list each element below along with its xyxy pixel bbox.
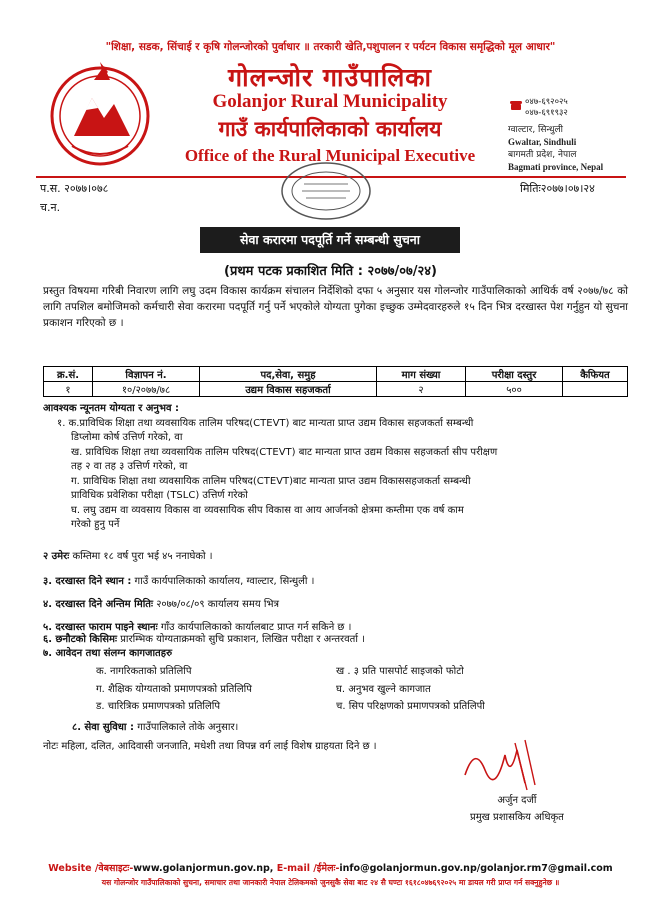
footer-info-line: यस गोलन्जोर गाउँपालिकाको सुचना, समाचार तथा जानकारी नेपाल टेलिकमको जुनसुकै सेवा बाट २४ सै घण्टा १६१८०४७६९२०२५ मा डायल गरी प्राप्त गर्न सक्नुहुनेछ ॥ bbox=[101, 878, 560, 887]
qualification-item: ख. प्राविधिक शिक्षा तथा व्यवसायिक तालिम परिषद(CTEVT) बाट मान्यता प्राप्त उद्यम विकास सहजकर्ता सीप परीक्षण bbox=[71, 446, 498, 458]
signatory-name: अर्जुन दर्जी bbox=[497, 795, 537, 806]
table-header: पद,सेवा, समुह bbox=[200, 367, 377, 382]
table-cell: १०/२०७७/७८ bbox=[93, 382, 200, 397]
document-item: ख . ३ प्रति पासपोर्ट साइजको फोटो bbox=[336, 666, 464, 677]
vacancy-table bbox=[43, 366, 628, 397]
section-text: गाउँ कार्यपालिकाको कार्यालय, ग्वाल्टार, सिन्धुली । bbox=[134, 576, 315, 587]
table-header: परीक्षा दस्तुर bbox=[466, 367, 563, 382]
notice-title: सेवा करारमा पदपूर्ति गर्ने सम्बन्धी सुचना bbox=[200, 227, 460, 253]
signature-icon bbox=[455, 735, 545, 795]
qualifications bbox=[43, 402, 633, 533]
letter-date: मितिः२०७७।०७।२४ bbox=[520, 182, 595, 195]
slogan: "शिक्षा, सडक, सिंचाई र कृषि गोलन्जोरको पुर्वाधार ॥ तरकारी खेति,पशुपालन र पर्यटन विकास समृद्धिको मूल आधार" bbox=[105, 41, 556, 53]
section-selection bbox=[43, 631, 633, 645]
address-block bbox=[508, 124, 603, 174]
website-link[interactable]: www.golanjormun.gov.np, bbox=[133, 863, 274, 874]
province-en: Bagmati province, Nepal bbox=[508, 162, 604, 172]
section-place bbox=[43, 573, 633, 587]
phone-numbers bbox=[525, 97, 568, 119]
municipality-title-en: Golanjor Rural Municipality bbox=[212, 91, 448, 112]
section-text: गाउँपालिकाले तोके अनुसार। bbox=[137, 722, 239, 733]
publication-date: (प्रथम पटक प्रकाशित मिति : २०७७/०७/२४) bbox=[224, 264, 437, 279]
phone-number-2: ०४७-६९१९३२ bbox=[525, 108, 568, 118]
table-header: क्र.सं. bbox=[44, 367, 93, 382]
qualification-item: गरेको हुनु पर्ने bbox=[71, 519, 120, 530]
municipality-title-np: गोलन्जोर गाउँपालिका bbox=[228, 63, 432, 92]
list-item bbox=[96, 663, 616, 681]
document-item: च. सिप परिक्षणको प्रमाणपत्रको प्रतिलिपी bbox=[336, 701, 485, 712]
list-item bbox=[96, 681, 616, 699]
qualifications-heading: आवश्यक न्यूनतम योग्यता र अनुभव : bbox=[43, 403, 180, 414]
table-cell: ५०० bbox=[466, 382, 563, 397]
qualification-item: १. क.प्राविधिक शिक्षा तथा व्यवसायिक तालिम परिषद(CTEVT) बाट मान्यता प्राप्त उद्यम विकास सहजकर्ता सम्बन्धी bbox=[57, 417, 474, 429]
dispatch-number: च.न. bbox=[40, 201, 61, 214]
signatory bbox=[470, 792, 564, 826]
table-row bbox=[44, 382, 628, 397]
section-label: २ उमेरः bbox=[43, 551, 70, 562]
reference-number: प.स. २०७७।०७८ bbox=[40, 182, 109, 195]
signatory-designation: प्रमुख प्रशासकिय अधिकृत bbox=[470, 812, 564, 823]
table-cell: २ bbox=[377, 382, 466, 397]
section-facility bbox=[72, 719, 661, 733]
section-label: ४. दरखास्त दिने अन्तिम मितिः bbox=[43, 599, 154, 610]
section-text: गाँउ कार्यपालिकाको कार्यालबाट प्राप्त गर्न सकिने छ । bbox=[160, 622, 352, 633]
documents-list bbox=[96, 663, 616, 716]
notice-intro: प्रस्तुत विषयमा गरिबी निवारण लागि लघु उदम विकास कार्यक्रम संचालन निर्देशिको दफा ५ अनुसार यस गोलन्जोर गाउँपालिकाको आथिर्क वर्ष २०७७/७८ को लागि तपशिल बमोजिमको कर्मचारी सेवा करारमा पदपूर्ति गर्नु पर्ने भएकोले योग्यता पुगेका इच्छुक उम्मेदवारहरुले १५ दिन भित्र दरखास्त पेश गर्नुहुन यो सुचना प्रकाशन गरिएको छ । bbox=[43, 285, 628, 329]
office-title-np: गाउँ कार्यपालिकाको कार्यालय bbox=[218, 117, 442, 141]
qualification-item: तह २ वा तह ३ उत्तिर्ण गरेको, वा bbox=[71, 461, 188, 472]
qualification-item: प्राविधिक प्रवेशिका परीक्षा (TSLC) उत्तिर्ण गरेको bbox=[71, 490, 248, 501]
section-text: कम्तिमा १८ वर्ष पुरा भई ४५ ननाघेको । bbox=[72, 551, 213, 562]
table-header: कैफियत bbox=[563, 367, 628, 382]
document-item: ग. शैक्षिक योग्यताको प्रमाणपत्रको प्रतिलिपि bbox=[96, 683, 252, 695]
province-np: बागमती प्रदेश, नेपाल bbox=[508, 150, 577, 160]
document-item: घ. अनुभव खुल्ने कागजात bbox=[336, 683, 431, 695]
address-np: ग्वाल्टार, सिन्धुली bbox=[508, 125, 563, 135]
website-label: Website /वेबसाइटः- bbox=[48, 863, 134, 874]
office-title-en: Office of the Rural Municipal Executive bbox=[184, 146, 476, 165]
section-label: ७. आवेदन तथा संलग्न कागजातहरु bbox=[43, 648, 173, 659]
section-label: ५. दरखास्त फाराम पाइने स्थानः bbox=[43, 622, 158, 633]
footer-contact bbox=[0, 861, 661, 874]
address-en: Gwaltar, Sindhuli bbox=[508, 137, 577, 147]
table-header: माग संख्या bbox=[377, 367, 466, 382]
note: नोटः महिला, दलित, आदिवासी जनजाति, मधेशी तथा विपन्न वर्ग लाई विशेष ग्राहयता दिने छ । bbox=[43, 741, 377, 752]
table-header-row bbox=[44, 367, 628, 382]
list-item bbox=[96, 698, 616, 716]
phone-number-1: ०४७-६९२०२५ bbox=[525, 97, 568, 107]
qualification-item: घ. लघु उद्यम वा व्यवसाय विकास वा व्यवसायिक सीप विकास वा आय आर्जनको क्षेत्रमा कम्तीमा एक वर्ष काम bbox=[71, 504, 464, 516]
municipality-emblem-icon bbox=[44, 58, 156, 170]
section-age bbox=[43, 548, 633, 562]
table-header: विज्ञापन नं. bbox=[93, 367, 200, 382]
section-text: प्रारम्भिक योग्यताक्रमको सुचि प्रकाशन, लिखित परीक्षा र अन्तरवर्ता । bbox=[120, 634, 365, 645]
section-label: ३. दरखास्त दिने स्थान : bbox=[43, 576, 132, 587]
section-deadline bbox=[43, 596, 633, 610]
qualification-item: डिप्लोमा कोर्ष उत्तिर्ण गरेको, वा bbox=[71, 432, 183, 443]
office-stamp-icon bbox=[278, 160, 374, 222]
table-cell: उद्यम विकास सहजकर्ता bbox=[200, 382, 377, 397]
qualification-item: ग. प्राविधिक शिक्षा तथा व्यवसायिक तालिम परिषद(CTEVT)बाट मान्यता प्राप्त उद्यम विकाससहजकर्ता सम्बन्धी bbox=[71, 475, 471, 487]
section-label: ६. छनौटको किसिमः bbox=[43, 634, 118, 645]
section-text: २०७७/०८/०९ कार्यालय समय भित्र bbox=[156, 599, 279, 610]
section-label: ८. सेवा सुविधा : bbox=[72, 722, 135, 733]
document-item: ड. चारित्रिक प्रमाणपत्रको प्रतिलिपि bbox=[96, 701, 221, 712]
email-label: E-mail /ईमेलः- bbox=[276, 863, 340, 874]
table-cell: १ bbox=[44, 382, 93, 397]
email-link[interactable]: info@golanjormun.gov.np/golanjor.rm7@gmail.com bbox=[339, 863, 613, 874]
table-cell bbox=[563, 382, 628, 397]
phone-icon bbox=[510, 101, 522, 111]
document-item: क. नागरिकताको प्रतिलिपि bbox=[96, 666, 192, 677]
section-docs bbox=[43, 645, 633, 659]
